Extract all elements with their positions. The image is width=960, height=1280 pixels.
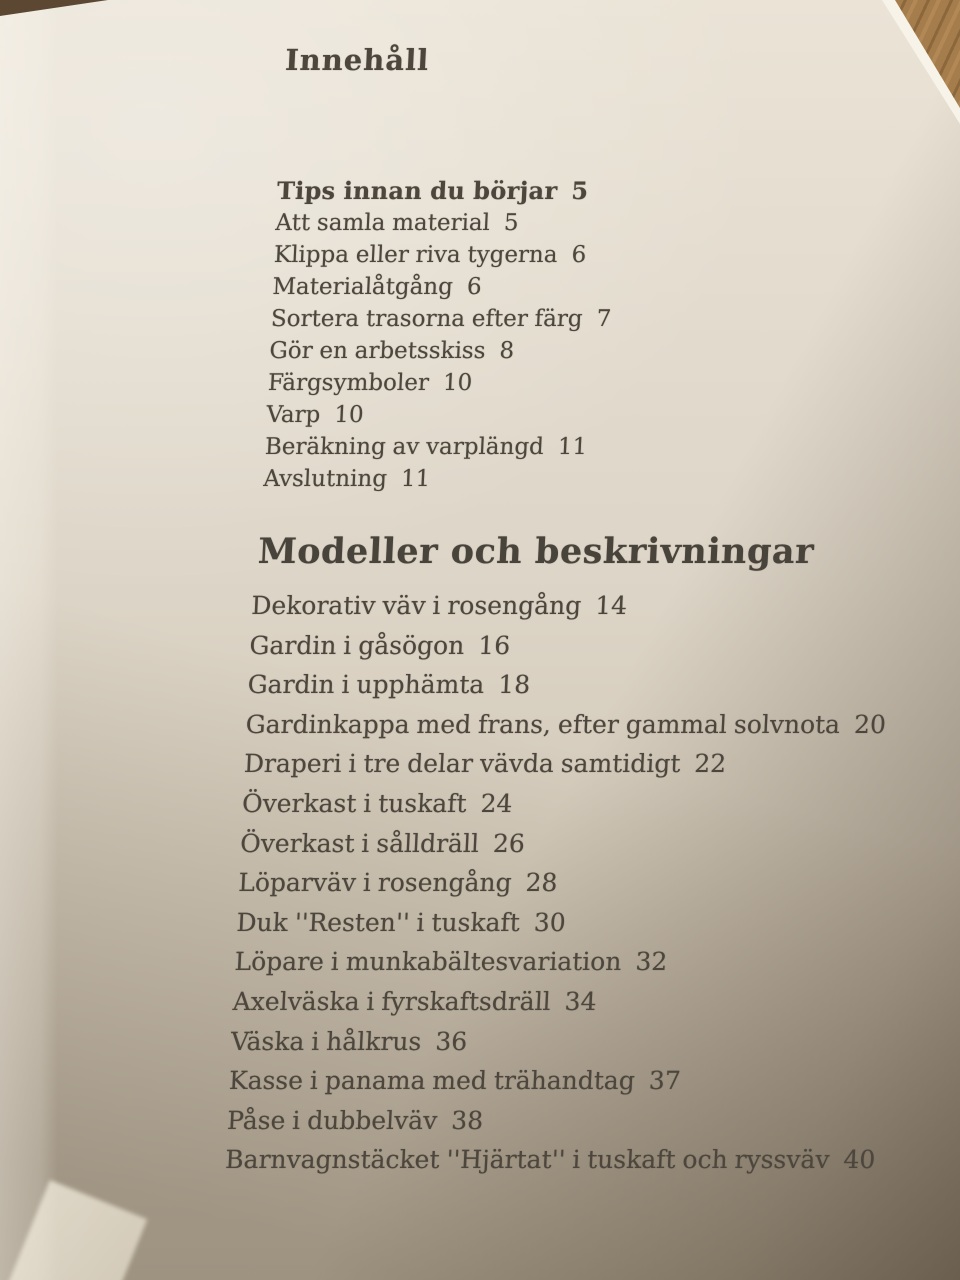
toc-entry-page-number: 36: [434, 1026, 468, 1056]
toc-entry-page-number: 24: [479, 788, 514, 818]
toc-entry-label: Materialåtgång: [271, 274, 454, 300]
models-toc-list: [224, 586, 902, 1180]
toc-entry: [239, 824, 891, 864]
toc-entry: [224, 1140, 876, 1180]
toc-entry-label: Att samla material: [274, 210, 491, 236]
toc-entry-page-number: 7: [595, 306, 612, 332]
toc-entry-page-number: 10: [442, 370, 473, 396]
toc-entry: [247, 665, 899, 705]
toc-entry-label: Kasse i panama med trähandtag: [228, 1066, 636, 1096]
toc-entry-page-number: 38: [450, 1105, 484, 1135]
toc-entry-label: Varp: [265, 402, 321, 428]
toc-entry-page-number: 6: [570, 242, 587, 268]
toc-entry-label: Färgsymboler: [267, 370, 430, 396]
toc-entry-label: Klippa eller riva tygerna: [273, 242, 559, 268]
toc-entry-label: Gör en arbetsskiss: [268, 338, 487, 364]
toc-entry-label: Tips innan du börjar: [276, 176, 559, 205]
toc-entry: [250, 586, 902, 626]
toc-entry-page-number: 26: [492, 828, 526, 858]
toc-entry: [264, 431, 606, 463]
toc-entry-label: Löpare i munkabältesvariation: [233, 947, 623, 977]
toc-entry-page-number: 6: [466, 274, 483, 300]
toc-entry: [275, 207, 617, 239]
toc-entry: [236, 903, 888, 943]
toc-entry: [276, 175, 618, 207]
toc-entry-page-number: 22: [693, 749, 727, 779]
toc-entry-page-number: 5: [570, 176, 590, 205]
toc-entry: [237, 863, 889, 903]
toc-entry: [249, 626, 901, 666]
toc-entry: [232, 982, 884, 1022]
toc-entry-page-number: 40: [842, 1145, 877, 1175]
toc-entry: [234, 942, 886, 982]
toc-entry-label: Barnvagnstäcket ''Hjärtat'' i tuskaft och ryssväv: [224, 1145, 831, 1175]
toc-entry-page-number: 28: [524, 868, 559, 898]
toc-entry-label: Överkast i sålldräll: [239, 828, 480, 858]
toc-entry-page-number: 30: [533, 907, 567, 937]
toc-entry: [228, 1061, 880, 1101]
toc-entry-label: Beräkning av varplängd: [264, 434, 545, 460]
toc-entry: [272, 271, 614, 303]
toc-entry: [267, 367, 609, 399]
toc-entry: [270, 303, 612, 335]
toc-entry-page-number: 14: [594, 591, 628, 620]
toc-entry-page-number: 11: [557, 434, 588, 460]
page-title: Innehåll: [284, 43, 431, 77]
toc-entry: [273, 239, 615, 271]
toc-entry: [241, 784, 893, 824]
toc-entry: [245, 705, 897, 745]
toc-entry-label: Gardin i upphämta: [247, 670, 485, 700]
toc-entry: [226, 1101, 878, 1141]
intro-toc-list: [263, 175, 618, 495]
toc-entry-page-number: 16: [477, 630, 511, 660]
toc-entry: [266, 399, 608, 431]
toc-entry-page-number: 20: [853, 709, 887, 739]
toc-entry-page-number: 8: [498, 338, 515, 364]
toc-entry-label: Avslutning: [262, 466, 388, 492]
toc-entry-page-number: 10: [333, 402, 365, 428]
toc-entry: [263, 463, 605, 495]
toc-entry-page-number: 32: [634, 947, 668, 977]
toc-entry-page-number: 37: [648, 1066, 682, 1096]
toc-entry-label: Axelväska i fyrskaftsdräll: [232, 986, 552, 1016]
toc-entry-label: Gardin i gåsögon: [248, 630, 466, 660]
toc-entry-label: Sortera trasorna efter färg: [270, 306, 584, 332]
toc-entry: [269, 335, 611, 367]
toc-entry-label: Gardinkappa med frans, efter gammal solvnota: [245, 709, 841, 739]
toc-entry-label: Påse i dubbelväv: [226, 1105, 439, 1135]
toc-entry-page-number: 34: [564, 986, 598, 1016]
toc-entry-label: Duk ''Resten'' i tuskaft: [235, 907, 521, 937]
toc-entry-label: Löparväv i rosengång: [237, 868, 513, 898]
toc-entry-page-number: 11: [400, 466, 431, 492]
toc-entry-label: Väska i hålkrus: [230, 1026, 423, 1056]
toc-entry-label: Överkast i tuskaft: [241, 788, 468, 818]
toc-entry: [243, 744, 895, 784]
toc-entry-label: Dekorativ väv i rosengång: [250, 591, 582, 620]
toc-entry-page-number: 5: [503, 210, 520, 236]
toc-entry-page-number: 18: [497, 670, 531, 700]
toc-entry: [230, 1022, 882, 1062]
section-heading: Modeller och beskrivningar: [257, 531, 816, 572]
toc-entry-label: Draperi i tre delar vävda samtidigt: [243, 749, 682, 779]
